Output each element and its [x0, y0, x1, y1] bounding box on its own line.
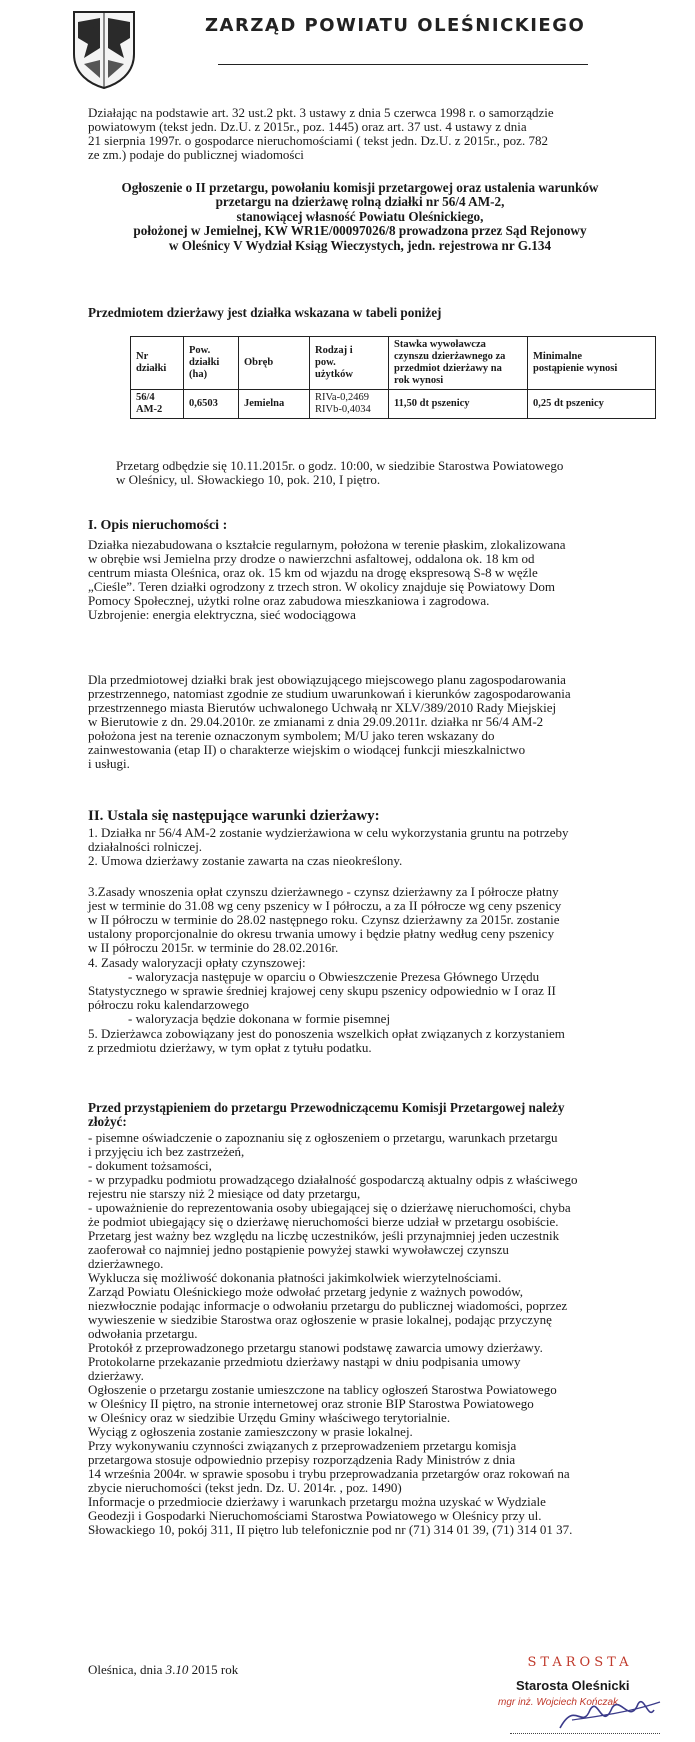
place-and-date: Oleśnica, dnia 3.10 2015 rok — [88, 1662, 239, 1677]
eagle-coat-of-arms-icon — [70, 8, 138, 90]
announcement-title — [80, 181, 640, 253]
lease-condition-4: 4. Zasady waloryzacji opłaty czynszowej: - waloryzacja następuje w oparciu o Obwieszczenie Prezesa Głównego Urzędu Statystycznego w sprawie średniej krajowej ceny skupu pszenicy odpowiednio w I oraz II półroczu roku kalendarzowego - waloryzacja będzie dokonana w formie pisemnej — [88, 955, 556, 1026]
cell-precinct: Jemielna — [239, 390, 310, 419]
cell-minimum-raise: 0,25 dt pszenicy — [528, 390, 656, 419]
place-date-prefix: Oleśnica, dnia — [88, 1662, 163, 1677]
text-line: położonej w Jemielnej, KW WR1E/00097026/8 prowadzona przez Sąd Rejonowy — [133, 223, 587, 239]
text-line: w Oleśnicy V Wydział Ksiąg Wieczystych, jedn. rejestrowa nr G.134 — [168, 237, 552, 253]
signature-line — [510, 1733, 660, 1734]
header-plot-area: Pow. działki (ha) — [184, 337, 239, 390]
text-line: 21 sierpnia 1997r. o gospodarce nieruchomościami ( tekst jedn. Dz.U. z 2015r., poz. 782 — [88, 133, 548, 148]
table-header-row — [131, 337, 656, 390]
plot-table — [130, 336, 656, 419]
text-line: powiatowym (tekst jedn. Dz.U. z 2015r., poz. 1445) oraz art. 37 ust. 4 ustawy z dnia — [88, 119, 527, 134]
header-minimum-raise: Minimalne postąpienie wynosi — [528, 337, 656, 390]
lease-subject-heading: Przedmiotem dzierżawy jest działka wskazana w tabeli poniżej — [88, 305, 442, 320]
lease-conditions-1-2: 1. Działka nr 56/4 AM-2 zostanie wydzierżawiona w celu wykorzystania gruntu na potrzeby działalności rolniczej. 2. Umowa dzierżawy zostanie zawarta na czas nieokreślony. — [88, 825, 569, 868]
official-stamp: STAROSTA — [527, 1655, 633, 1670]
requirements-heading: Przed przystąpieniem do przetargu Przewodniczącemu Komisji Przetargowej należy złożyć: — [88, 1100, 565, 1129]
date-day: 3 — [165, 1662, 173, 1677]
auction-date-paragraph: Przetarg odbędzie się 10.11.2015r. o godz. 10:00, w siedzibie Starostwa Powiatowego w Oleśnicy, ul. Słowackiego 10, pok. 210, I piętro. — [116, 458, 564, 487]
table-row — [131, 390, 656, 419]
date-year: 2015 rok — [191, 1662, 239, 1677]
property-description: Działka niezabudowana o kształcie regularnym, położona w terenie płaskim, zlokalizowana w obrębie wsi Jemielna przy drodze o nawierzchni asfaltowej, oddalona ok. 18 km od centrum miasta Oleśnica, oraz ok. 15 km od wjazdu na drogę ekspresową S-8 w węźle „Cieśle”. Teren działki ogrodzony z trzech stron. W okolicy znajduje się Powiatowy Dom Pomocy Społecznej, użytki rolne oraz zabudowa mieszkaniowa i zagrodowa. Uzbrojenie: energia elektryczna, sieć wodociągowa — [88, 537, 566, 622]
section-1-heading: I. Opis nieruchomości : — [88, 518, 228, 533]
signatory-name: mgr inż. Wojciech Kończak — [498, 1697, 619, 1708]
text-line: Ogłoszenie o II przetargu, powołaniu komisji przetargowej oraz ustalenia warunków — [121, 180, 599, 195]
zoning-plan-paragraph: Dla przedmiotowej działki brak jest obowiązującego miejscowego planu zagospodarowania przestrzennego, natomiast zgodnie ze studium uwarunkowań i kierunków zagospodarowania przestrzennego miasta Bierutów uchwalonego Uchwałą nr XLV/389/2010 Rady Miejskiej w Bierutowie z dn. 29.04.2010r. ze zmianami z dnia 29.09.2011r. działka nr 56/4 AM-2 położona jest na terenie oznaczonym symbolem; M/U jako teren wskazany do zainwestowania (etap II) o charakterze wiejskim o wiodącej funkcji mieszkalnictwo i usługi. — [88, 672, 571, 771]
cell-plot-number: 56/4 AM-2 — [131, 390, 184, 419]
lease-condition-5: 5. Dzierżawca zobowiązany jest do ponoszenia wszelkich opłat związanych z korzystaniem z przedmiotu dzierżawy, w tym opłat z tytułu podatku. — [88, 1026, 565, 1055]
section-2-heading: II. Ustala się następujące warunki dzierżawy: — [88, 808, 380, 824]
cell-plot-area: 0,6503 — [184, 390, 239, 419]
signatory-title: Starosta Oleśnicki — [516, 1678, 630, 1693]
text-line: Działając na podstawie art. 32 ust.2 pkt. 3 ustawy z dnia 5 czerwca 1998 r. o samorządzie — [88, 105, 554, 120]
header-precinct: Obręb — [239, 337, 310, 390]
header-plot-number: Nr działki — [131, 337, 184, 390]
cell-land-use: RIVa-0,2469 RIVb-0,4034 — [310, 390, 389, 419]
requirements-and-terms: - pisemne oświadczenie o zapoznaniu się z ogłoszeniem o przetargu, warunkach przetargu i przyjęciu ich bez zastrzeżeń, - dokument tożsamości, - w przypadku podmiotu prowadzącego działalność gospodarczą aktualny odpis z właściwego rejestru nie starszy niż 2 miesiące od daty przetargu, - upoważnienie do reprezentowania osoby ubiegającej się o dzierżawę nieruchomości, chyba że podmiot ubiegający się o dzierżawę nieruchomości bierze udział w przetargu osobiście. Przetarg jest ważny bez względu na liczbę uczestników, jeśli przynajmniej jeden uczestnik zaoferował co najmniej jedno postąpienie powyżej stawki wywoławczej czynszu dzierżawnego. Wyklucza się możliwość dokonania płatności jakimkolwiek wierzytelnościami. Zarząd Powiatu Oleśnickiego może odwołać przetarg jedynie z ważnych powodów, niezwłocznie podając informacje o odwołaniu przetargu do publicznej wiadomości, poprzez wywieszenie w siedzibie Starostwa oraz ogłoszenie w prasie lokalnej, podając przyczynę odwołania przetargu. Protokół z przeprowadzonego przetargu stanowi podstawę zawarcia umowy dzierżawy. Protokolarne przekazanie przedmiotu dzierżawy nastąpi w dniu podpisania umowy dzierżawy. Ogłoszenie o przetargu zostanie umieszczone na tablicy ogłoszeń Starostwa Powiatowego w Oleśnicy II piętro, na stronie internetowej oraz stronie BIP Starostwa Powiatowego w Oleśnicy oraz w siedzibie Urzędu Gminy właściwego terytorialnie. Wyciąg z ogłoszenia zostanie zamieszczony w prasie lokalnej. Przy wykonywaniu czynności związanych z przeprowadzeniem przetargu komisja przetargowa stosuje odpowiednio przepisy rozporządzenia Rady Ministrów z dnia 14 września 2004r. w sprawie sposobu i trybu przeprowadzania przetargów oraz rokowań na zbycie nieruchomości (tekst jedn. Dz. U. 2014r. , poz. 1490) Informacje o przedmiocie dzierżawy i warunkach przetargu można uzyskać w Wydziale Geodezji i Gospodarki Nieruchomościami Starostwa Powiatowego w Oleśnicy przy ul. Słowackiego 10, pokój 311, II piętro lub telefonicznie pod nr (71) 314 01 39, (71) 314 01 37. — [88, 1130, 578, 1537]
organization-title: ZARZĄD POWIATU OLEŚNICKIEGO — [205, 15, 586, 36]
header-land-use: Rodzaj i pow. użytków — [310, 337, 389, 390]
text-line: przetargu na dzierżawę rolną działki nr 56/4 AM-2, — [215, 194, 505, 210]
title-underline — [218, 64, 588, 65]
text-line: stanowiącej własność Powiatu Oleśnickiego, — [236, 208, 484, 224]
legal-basis-paragraph — [88, 106, 643, 162]
lease-condition-3: 3.Zasady wnoszenia opłat czynszu dzierżawnego - czynsz dzierżawny za I półrocze płatny jest w terminie do 31.08 wg ceny pszenicy w I półroczu, a za II półrocze wg ceny pszenicy w II półroczu w terminie do 28.02 następnego roku. Czynsz dzierżawny za 2015r. zostanie ustalony proporcjonalnie do okresu trwania umowy i będzie płatny według ceny pszenicy w II półroczu 2015r. w terminie do 28.02.2016r. — [88, 884, 562, 955]
cell-starting-rate: 11,50 dt pszenicy — [389, 390, 528, 419]
header-starting-rate: Stawka wywoławcza czynszu dzierżawnego za przedmiot dzierżawy na rok wynosi — [389, 337, 528, 390]
date-month: 10 — [175, 1662, 189, 1677]
text-line: ze zm.) podaje do publicznej wiadomości — [88, 147, 304, 162]
